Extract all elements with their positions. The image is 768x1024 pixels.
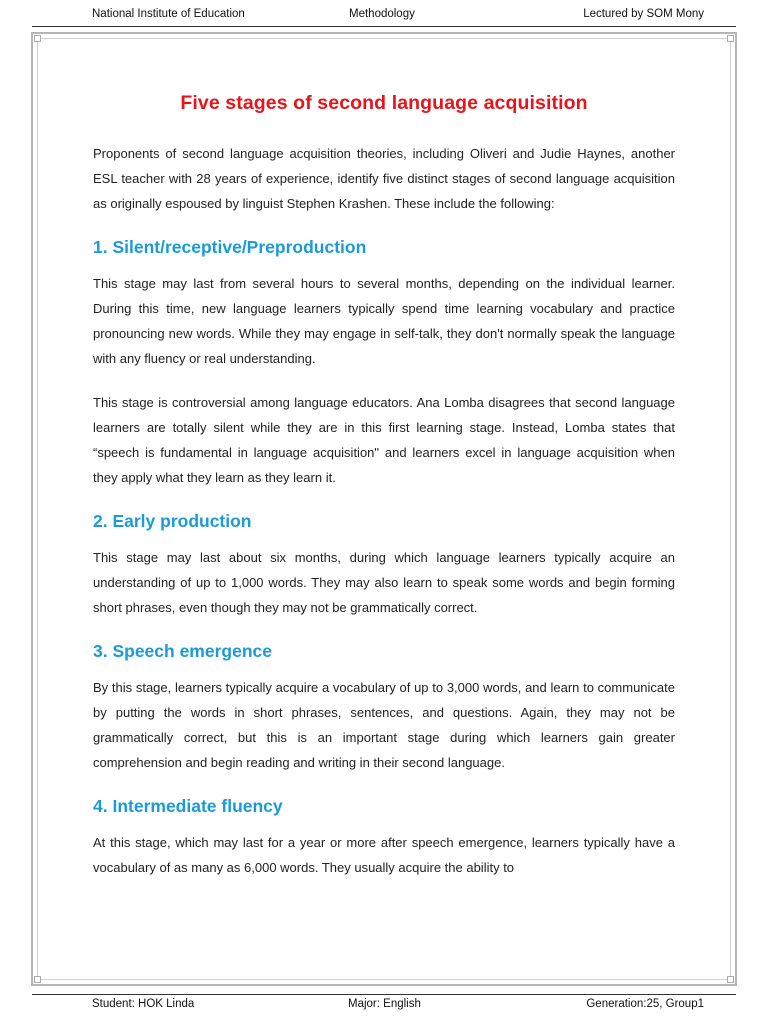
section-4-paragraph-1: At this stage, which may last for a year or more after speech emergence, learners typically have a vocabulary of as many as 6,000 words. They usually acquire the ability to: [93, 835, 675, 875]
border-corner-ornament: [727, 35, 734, 42]
section-heading-2: 2. Early production: [93, 511, 252, 531]
footer-generation: Generation:25, Group1: [586, 998, 704, 1010]
section-heading-3: 3. Speech emergence: [93, 641, 272, 661]
section-heading-1: 1. Silent/receptive/Preproduction: [93, 237, 367, 257]
section-1-paragraph-1: This stage may last from several hours to several months, depending on the individual learner. During this time, new language learners typically spend time learning vocabulary and practice pronouncing new words. While they may engage in self-talk, they don't normally speak the language with any fluency or real understanding.: [93, 276, 675, 366]
intro-paragraph: Proponents of second language acquisition theories, including Oliveri and Judie Haynes, another ESL teacher with 28 years of experience, identify five distinct stages of second language acquisition as originally espoused by linguist Stephen Krashen. These include the following:: [93, 146, 675, 211]
footer-student: Student: HOK Linda: [92, 998, 195, 1010]
document-title: Five stages of second language acquisition: [180, 92, 588, 114]
footer-rule: [32, 994, 736, 995]
section-1-paragraph-2: This stage is controversial among language educators. Ana Lomba disagrees that second language learners are totally silent while they are in this first learning stage. Instead, Lomba states that “speech is fundamental in language acquisition" and learners excel in language acquisition when they apply what they learn as they learn it.: [93, 395, 675, 485]
header-rule: [32, 26, 736, 27]
border-corner-ornament: [727, 976, 734, 983]
page-header: [92, 8, 704, 22]
section-2-paragraph-1: This stage may last about six months, during which language learners typically acquire an understanding of up to 1,000 words. They may also learn to speak some words and begin forming short phrases, even though they may not be grammatically correct.: [93, 550, 675, 615]
header-subject: Methodology: [349, 8, 415, 20]
border-corner-ornament: [34, 976, 41, 983]
border-corner-ornament: [34, 35, 41, 42]
header-institution: National Institute of Education: [92, 8, 245, 20]
section-3-paragraph-1: By this stage, learners typically acquire a vocabulary of up to 3,000 words, and learn to communicate by putting the words in short phrases, sentences, and questions. Again, they may not be grammatically correct, but this is an important stage during which learners gain greater comprehension and begin reading and writing in their second language.: [93, 680, 675, 770]
page-footer: [92, 998, 704, 1012]
document-body: [93, 92, 675, 899]
section-heading-4: 4. Intermediate fluency: [93, 796, 283, 816]
header-lecturer: Lectured by SOM Mony: [583, 8, 704, 20]
footer-major: Major: English: [348, 998, 421, 1010]
